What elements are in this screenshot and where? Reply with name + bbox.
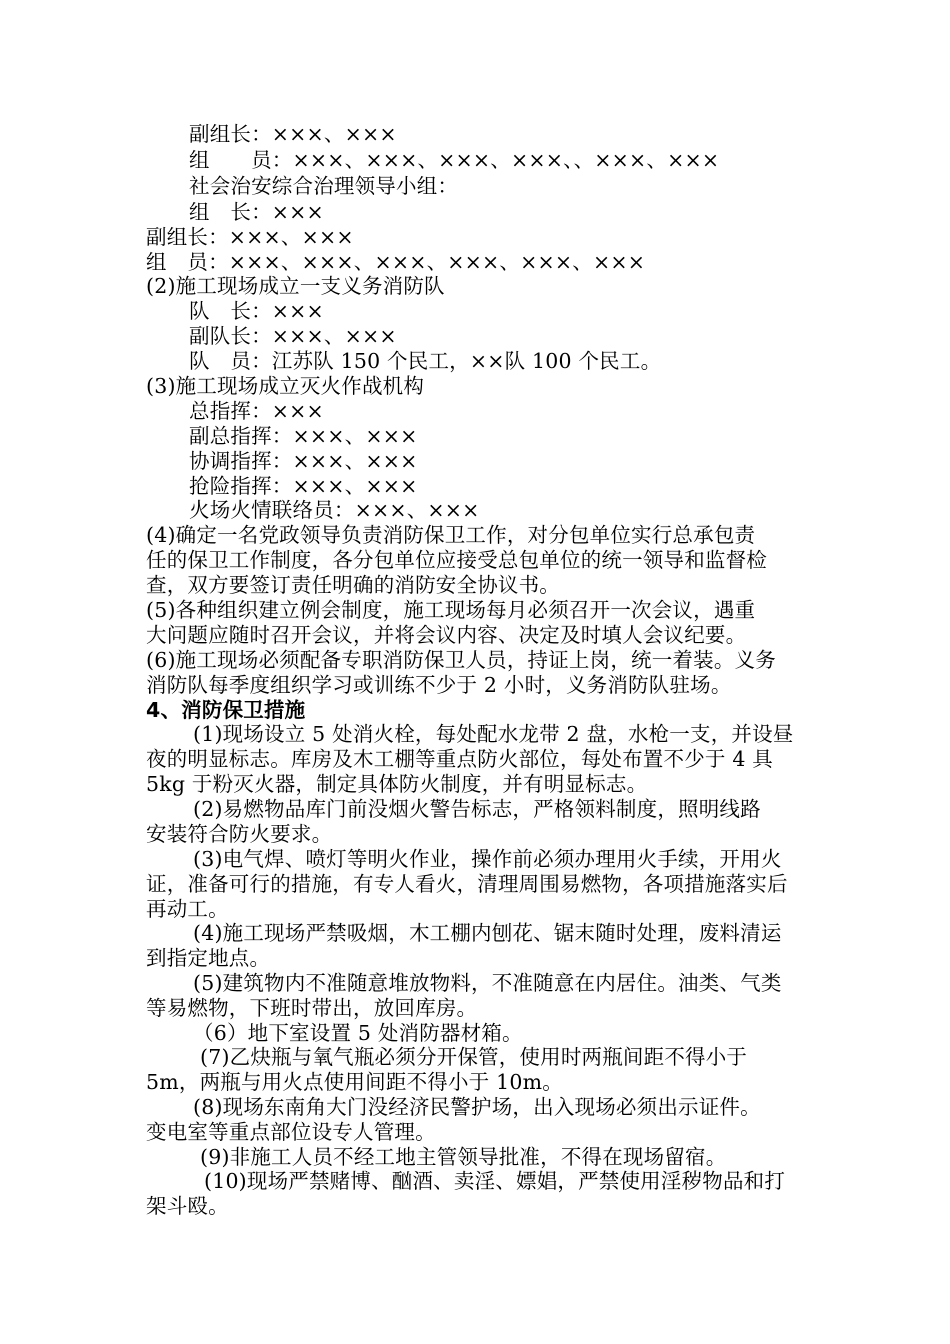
text-line: (5)建筑物内不准随意堆放物料，不准随意在内居住。油类、气类 xyxy=(193,971,782,995)
text-line: (8)现场东南角大门没经济民警护场，出入现场必须出示证件。 xyxy=(193,1095,761,1119)
text-line: （6）地下室设置 5 处消防器材箱。 xyxy=(193,1021,523,1045)
text-line: (5)各种组织建立例会制度，施工现场每月必须召开一次会议，遇重 xyxy=(146,598,756,622)
text-line: 队 长：××× xyxy=(189,299,324,323)
section-heading: 4、消防保卫措施 xyxy=(146,698,306,722)
text-line: (2)施工现场成立一支义务消防队 xyxy=(146,274,445,298)
text-line: 协调指挥：×××、××× xyxy=(189,449,418,473)
text-line: 5m，两瓶与用火点使用间距不得小于 10m。 xyxy=(146,1070,563,1094)
text-line: (9)非施工人员不经工地主管领导批准，不得在现场留宿。 xyxy=(200,1145,727,1169)
text-line: (6)施工现场必须配备专职消防保卫人员，持证上岗，统一着装。义务 xyxy=(146,648,776,672)
text-line: 社会治安综合治理领导小组： xyxy=(189,174,459,198)
text-line: (1)现场设立 5 处消火栓，每处配水龙带 2 盘，水枪一支，并设昼 xyxy=(193,722,794,746)
text-line: (4)确定一名党政领导负责消防保卫工作，对分包单位实行总承包责 xyxy=(146,523,756,547)
text-line: 任的保卫工作制度，各分包单位应接受总包单位的统一领导和监督检 xyxy=(146,548,767,572)
text-line: 副组长：×××、××× xyxy=(189,122,397,146)
text-line: 架斗殴。 xyxy=(146,1194,229,1218)
text-line: 到指定地点。 xyxy=(146,946,271,970)
text-line: 总指挥：××× xyxy=(189,399,324,423)
text-line: 证，准备可行的措施，有专人看火，清理周围易燃物，各项措施落实后 xyxy=(146,872,788,896)
text-line: (10)现场严禁赌博、酗酒、卖淫、嫖娼，严禁使用淫秽物品和打 xyxy=(204,1169,786,1193)
text-line: 副组长：×××、××× xyxy=(146,225,354,249)
text-line: 变电室等重点部位设专人管理。 xyxy=(146,1120,436,1144)
text-line: 副队长：×××、××× xyxy=(189,324,397,348)
text-line: 组 员：×××、×××、×××、×××、×××、××× xyxy=(146,250,646,274)
text-line: 再动工。 xyxy=(146,897,229,921)
text-line: (3)电气焊、喷灯等明火作业，操作前必须办理用火手续，开用火 xyxy=(193,847,782,871)
text-line: 5kg 于粉灭火器，制定具体防火制度，并有明显标志。 xyxy=(146,772,648,796)
text-line: (4)施工现场严禁吸烟，木工棚内刨花、锯末随时处理，废料清运 xyxy=(193,921,782,945)
text-line: 消防队每季度组织学习或训练不少于 2 小时，义务消防队驻场。 xyxy=(146,673,732,697)
text-line: (2)易燃物品库门前没烟火警告标志，严格领料制度，照明线路 xyxy=(193,797,761,821)
text-line: 副总指挥：×××、××× xyxy=(189,424,418,448)
text-line: 组 员：×××、×××、×××、×××、、×××、××× xyxy=(189,148,720,172)
text-line: 等易燃物，下班时带出，放回库房。 xyxy=(146,996,478,1020)
text-line: 安装符合防火要求。 xyxy=(146,822,333,846)
text-line: 大问题应随时召开会议，并将会议内容、决定及时填人会议纪要。 xyxy=(146,623,747,647)
text-line: (7)乙炔瓶与氧气瓶必须分开保管，使用时两瓶间距不得小于 xyxy=(200,1045,748,1069)
text-line: 查，双方要签订责任明确的消防安全协议书。 xyxy=(146,573,560,597)
text-line: 抢险指挥：×××、××× xyxy=(189,474,418,498)
text-line: 夜的明显标志。库房及木工棚等重点防火部位，每处布置不少于 4 具 xyxy=(146,747,773,771)
text-line: 火场火情联络员：×××、××× xyxy=(189,498,480,522)
text-line: 队 员：江苏队 150 个民工，××队 100 个民工。 xyxy=(189,349,662,373)
text-line: (3)施工现场成立灭火作战机构 xyxy=(146,374,425,398)
text-line: 组 长：××× xyxy=(189,200,324,224)
